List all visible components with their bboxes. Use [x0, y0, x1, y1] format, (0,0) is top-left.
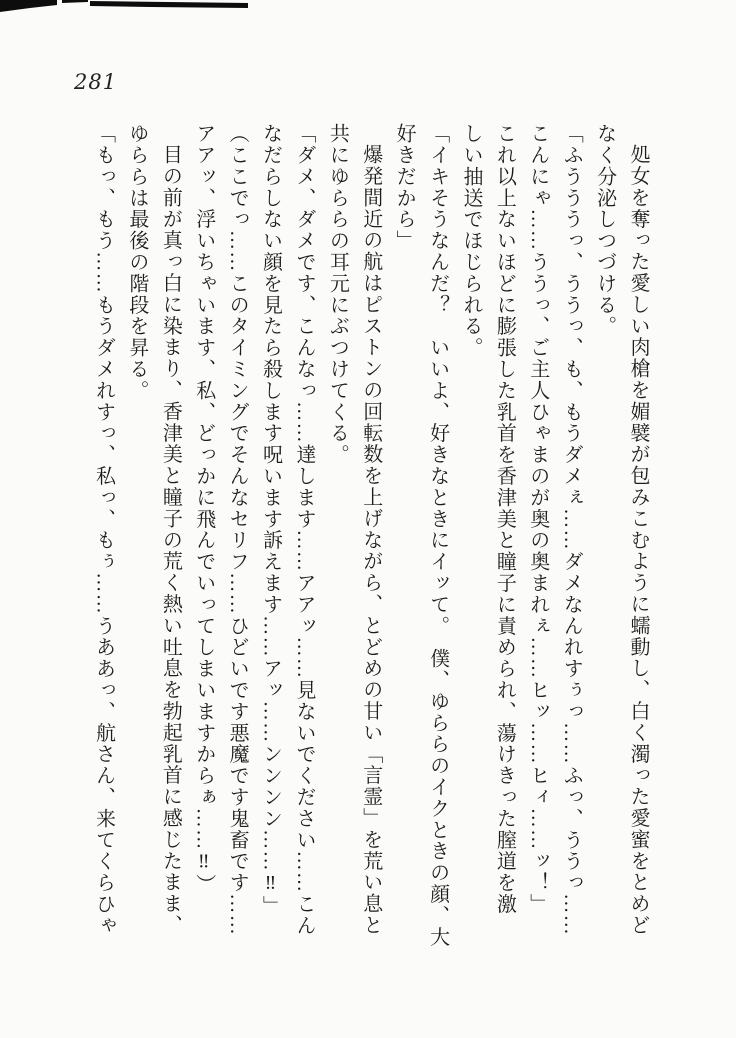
text-column: しい抽送でほじられる。	[459, 123, 482, 359]
text-column: （ここでっ……このタイミングでそんなセリフ……ひどいです悪魔です鬼畜です……	[226, 123, 249, 937]
text-column: 処女を奪った愛しい肉槍を媚襞が包みこむように蠕動し、白く濁った愛蜜をとめど	[627, 144, 649, 936]
text-column: 好きだから」	[393, 123, 416, 252]
text-column: 「ダメ、ダメです、こんなっ……達します……アアッ……見ないでください……こん	[292, 123, 315, 937]
vertical-text-block	[86, 123, 654, 959]
text-column: なく分泌しつづける。	[593, 123, 616, 337]
scan-artifact-top-edge	[0, 0, 260, 16]
text-column: 「ふうううっ、ううっ、も、もうダメぇ……ダメなんれすぅっ……ふっ、ううっ……	[560, 123, 583, 937]
text-column: こんにゃ……ううっ、ご主人ひゃまのが奥の奥まれぇ……ヒッ……ヒィ……ッ！」	[526, 123, 549, 915]
text-column: 目の前が真っ白に染まり、香津美と瞳子の荒く熱い吐息を勃起乳首に感じたまま、	[159, 144, 182, 936]
text-column: ゆららは最後の階段を昇る。	[125, 123, 148, 402]
text-column: 共にゆららの耳元にぶつけてくる。	[326, 123, 349, 466]
text-column: 爆発間近の航はピストンの回転数を上げながら、とどめの甘い「言霊」を荒い息と	[359, 144, 382, 936]
text-column: アアッ、浮いちゃいます、私、どっかに飛んでいってしまいますからぁ……‼）	[192, 123, 215, 896]
text-column: なだらしない顔を見たら殺します呪います訴えます……アッ……ンンンン……‼」	[259, 123, 282, 917]
text-column: 「イキそうなんだ？ いいよ、好きなときにイッて。 僕、ゆららのイクときの顔、大	[426, 123, 449, 948]
page-number: 281	[74, 70, 118, 94]
text-column: 「もっ、もう……もうダメれすっ、私っ、もぅ……うああっ、航さん、来てくらひゃ	[92, 123, 115, 937]
text-column: これ以上ないほどに膨張した乳首を香津美と瞳子に責められ、蕩けきった膣道を激	[493, 123, 516, 915]
